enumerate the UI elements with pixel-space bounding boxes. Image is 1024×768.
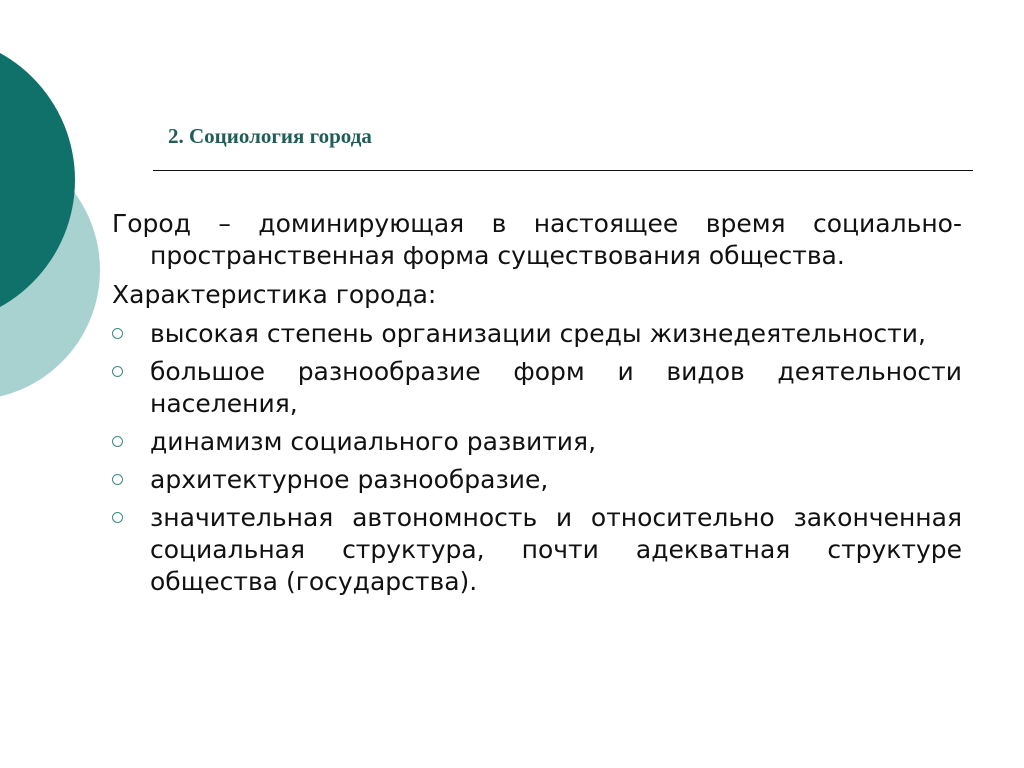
hollow-circle-bullet-icon bbox=[112, 366, 123, 377]
decorative-circles bbox=[0, 0, 110, 420]
list-item-text: архитектурное разнообразие, bbox=[150, 465, 549, 494]
list-item-text: динамизм социального развития, bbox=[150, 427, 597, 456]
characteristics-list bbox=[112, 318, 962, 598]
list-item bbox=[112, 318, 962, 350]
list-item bbox=[112, 426, 962, 458]
definition-paragraph: Город – доминирующая в настоящее время социально-пространственная форма существования общества. bbox=[112, 209, 962, 270]
characteristics-heading: Характеристика города: bbox=[112, 280, 437, 309]
hollow-circle-bullet-icon bbox=[112, 436, 123, 447]
list-item bbox=[112, 356, 962, 420]
title-divider bbox=[153, 170, 973, 171]
list-item-text: значительная автономность и относительно законченная социальная структура, почти адекватная структуре общества (государства). bbox=[150, 503, 962, 596]
hollow-circle-bullet-icon bbox=[112, 474, 123, 485]
hollow-circle-bullet-icon bbox=[112, 512, 123, 523]
slide-content bbox=[112, 208, 962, 604]
hollow-circle-bullet-icon bbox=[112, 328, 123, 339]
list-item-text: высокая степень организации среды жизнедеятельности, bbox=[150, 319, 926, 348]
list-item-text: большое разнообразие форм и видов деятельности населения, bbox=[150, 357, 962, 418]
list-item bbox=[112, 464, 962, 496]
slide-title: 2. Социология города bbox=[168, 124, 372, 148]
list-item bbox=[112, 502, 962, 598]
